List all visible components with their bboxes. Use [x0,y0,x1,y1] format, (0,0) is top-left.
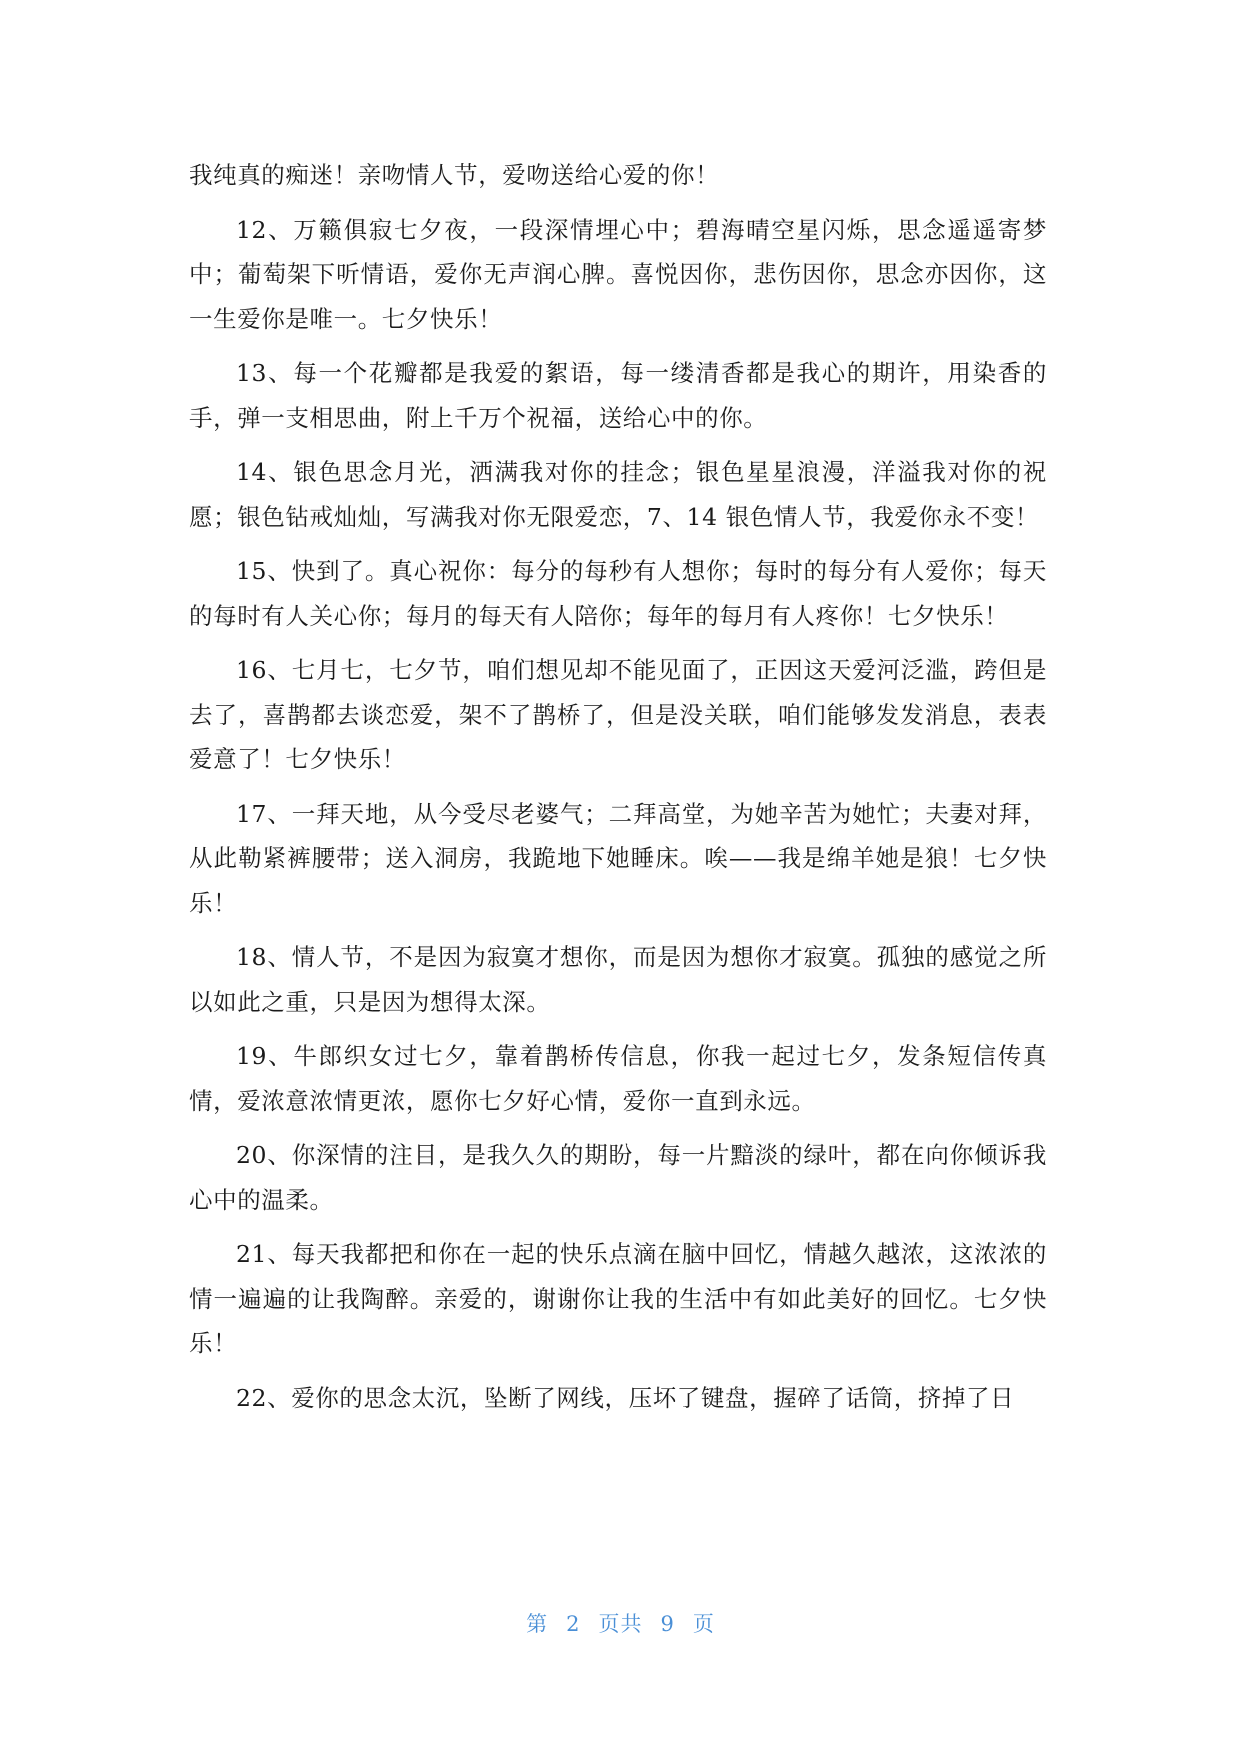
document-body [189,153,1047,1420]
list-item-21: 21、每天我都把和你在一起的快乐点滴在脑中回忆，情越久越浓，这浓浓的情一遍遍的让我陶醉。亲爱的，谢谢你让我的生活中有如此美好的回忆。七夕快乐！ [189,1240,1047,1357]
list-item-16: 16、七月七，七夕节，咱们想见却不能见面了，正因这天爱河泛滥，跨但是去了，喜鹊都去谈恋爱，架不了鹊桥了，但是没关联，咱们能够发发消息，表表爱意了！七夕快乐！ [189,656,1047,773]
footer-label-page-of: 页共 [598,1612,643,1636]
list-item-13: 13、每一个花瓣都是我爱的絮语，每一缕清香都是我心的期许，用染香的手，弹一支相思曲，附上千万个祝福，送给心中的你。 [189,359,1047,432]
list-item-20: 20、你深情的注目，是我久久的期盼，每一片黯淡的绿叶，都在向你倾诉我心中的温柔。 [189,1141,1047,1214]
list-item-19: 19、牛郎织女过七夕，靠着鹊桥传信息，你我一起过七夕，发条短信传真情，爱浓意浓情更浓，愿你七夕好心情，爱你一直到永远。 [189,1042,1047,1115]
list-item-17: 17、一拜天地，从今受尽老婆气；二拜高堂，为她辛苦为她忙；夫妻对拜，从此勒紧裤腰带；送入洞房，我跪地下她睡床。唉——我是绵羊她是狼！七夕快乐！ [189,799,1047,917]
list-item-22: 22、爱你的思念太沉，坠断了网线，压坏了键盘，握碎了话筒，挤掉了日 [236,1383,1015,1412]
list-item-14: 14、银色思念月光，洒满我对你的挂念；银色星星浪漫，洋溢我对你的祝愿；银色钻戒灿灿，写满我对你无限爱恋，7、14 银色情人节，我爱你永不变！ [189,458,1047,531]
list-item-15: 15、快到了。真心祝你：每分的每秒有人想你；每时的每分有人爱你；每天的每时有人关心你；每月的每天有人陪你；每年的每月有人疼你！七夕快乐！ [189,557,1047,630]
list-item-18: 18、情人节，不是因为寂寞才想你，而是因为想你才寂寞。孤独的感觉之所以如此之重，只是因为想得太深。 [189,943,1047,1016]
footer-total-pages: 9 [660,1612,675,1636]
continuation-paragraph: 我纯真的痴迷！亲吻情人节，爱吻送给心爱的你！ [189,161,720,189]
footer-current-page: 2 [566,1612,581,1636]
footer-label-page: 第 [526,1612,549,1636]
page-footer [0,1608,1241,1638]
list-item-12: 12、万籁俱寂七夕夜，一段深情埋心中；碧海晴空星闪烁，思念遥遥寄梦中；葡萄架下听情语，爱你无声润心脾。喜悦因你，悲伤因你，思念亦因你，这一生爱你是唯一。七夕快乐！ [189,215,1047,333]
footer-label-page-end: 页 [692,1612,715,1636]
